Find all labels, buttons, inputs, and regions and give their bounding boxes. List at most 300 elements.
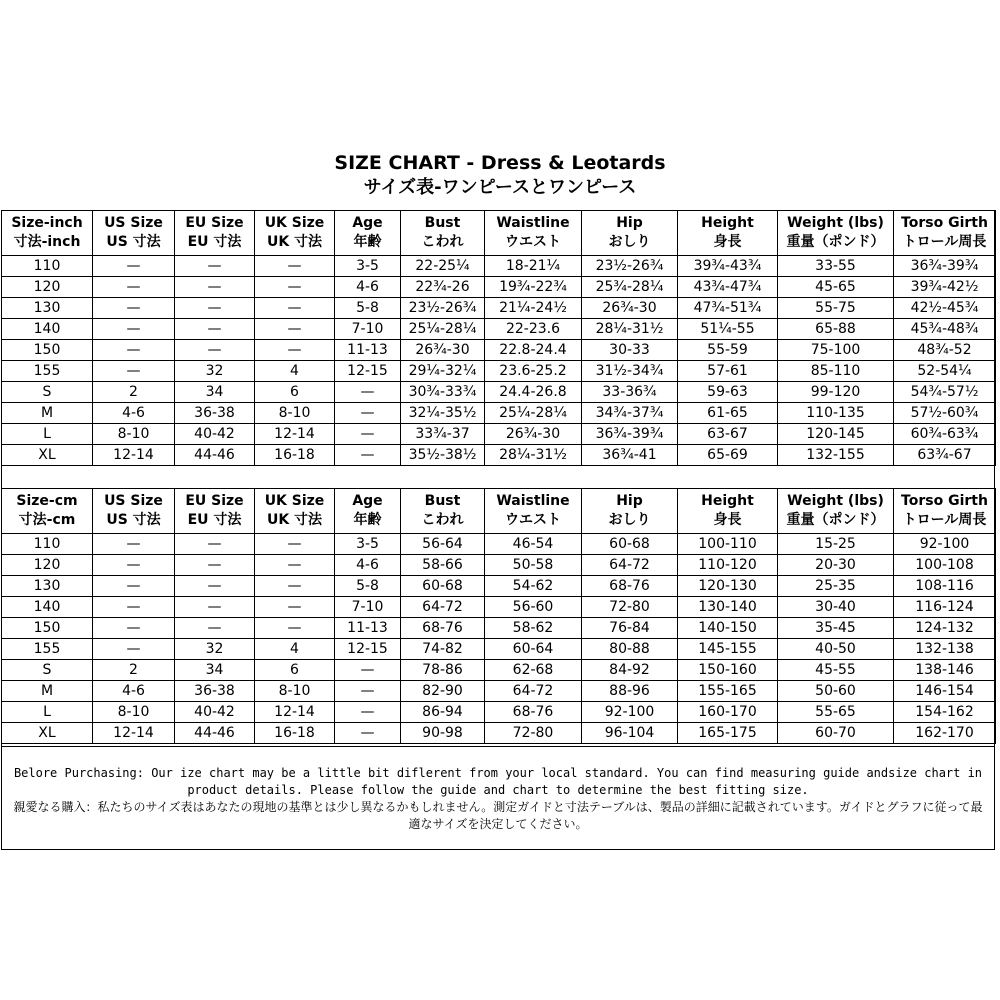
table-cell: 6 bbox=[255, 660, 335, 681]
column-header-label-japanese: こわれ bbox=[421, 512, 464, 528]
table-cell: 145-155 bbox=[678, 639, 778, 660]
chart-title-block bbox=[0, 151, 1000, 201]
column-header-label-japanese: 重量（ポンド） bbox=[786, 512, 885, 528]
table-cell: 44-46 bbox=[175, 723, 255, 744]
table-cell: — bbox=[335, 660, 401, 681]
table-cell: 8-10 bbox=[93, 424, 175, 445]
table-cell: 28¼-31½ bbox=[485, 445, 582, 466]
table-cell: 58-62 bbox=[485, 618, 582, 639]
column-header-label-japanese: 年齢 bbox=[353, 234, 382, 250]
table-cell: 150-160 bbox=[678, 660, 778, 681]
table-cell: 44-46 bbox=[175, 445, 255, 466]
table-cell: 4-6 bbox=[335, 277, 401, 298]
table-cell: — bbox=[175, 277, 255, 298]
table-cell: 55-65 bbox=[778, 702, 894, 723]
table-cell: — bbox=[93, 319, 175, 340]
column-header-label-japanese: 年齢 bbox=[353, 512, 382, 528]
table-cell: 25¼-28¼ bbox=[401, 319, 485, 340]
table-cell: 32 bbox=[175, 361, 255, 382]
column-header bbox=[2, 211, 93, 256]
table-cell: 33¾-37 bbox=[401, 424, 485, 445]
table-cell: 47¾-51¾ bbox=[678, 298, 778, 319]
table-cell: 12-14 bbox=[93, 723, 175, 744]
table-cell: 57½-60¾ bbox=[894, 403, 996, 424]
table-cell: 64-72 bbox=[401, 597, 485, 618]
table-cell: — bbox=[255, 340, 335, 361]
table-cell: 68-76 bbox=[401, 618, 485, 639]
table-cell: 25-35 bbox=[778, 576, 894, 597]
table-cell: 90-98 bbox=[401, 723, 485, 744]
column-header-label: Size-inch bbox=[11, 215, 83, 231]
table-cell: 140 bbox=[2, 319, 93, 340]
table-cell: 140 bbox=[2, 597, 93, 618]
column-header-label-japanese: UK 寸法 bbox=[266, 234, 323, 250]
table-cell: 56-64 bbox=[401, 534, 485, 555]
column-header-label-japanese: 身長 bbox=[713, 512, 742, 528]
column-header bbox=[255, 211, 335, 256]
table-cell: — bbox=[93, 298, 175, 319]
table-cell: 34 bbox=[175, 660, 255, 681]
table-cell: — bbox=[255, 277, 335, 298]
table-row bbox=[2, 534, 996, 555]
table-cell: 8-10 bbox=[255, 681, 335, 702]
table-cell: 6 bbox=[255, 382, 335, 403]
column-header-label-japanese: UK 寸法 bbox=[266, 512, 323, 528]
column-header bbox=[401, 211, 485, 256]
table-cell: 11-13 bbox=[335, 618, 401, 639]
column-header-label: EU Size bbox=[185, 215, 244, 231]
table-cell: 84-92 bbox=[582, 660, 678, 681]
table-cell: 12-14 bbox=[255, 424, 335, 445]
table-cell: 33-36¾ bbox=[582, 382, 678, 403]
table-cell: 99-120 bbox=[778, 382, 894, 403]
column-header bbox=[894, 489, 996, 534]
column-header-label-japanese: ウエスト bbox=[505, 512, 561, 528]
table-cell: 75-100 bbox=[778, 340, 894, 361]
table-cell: 40-42 bbox=[175, 702, 255, 723]
table-cell: S bbox=[2, 660, 93, 681]
table-row bbox=[2, 319, 996, 340]
table-cell: 19¾-22¾ bbox=[485, 277, 582, 298]
table-cell: 110-135 bbox=[778, 403, 894, 424]
table-cell: — bbox=[175, 340, 255, 361]
table-cell: 120 bbox=[2, 277, 93, 298]
purchase-note-english: Belore Purchasing: Our ize chart may be a little bit diflerent from your local standard. You can find measuring guide andsize chart in product details. Please follow the guide and chart to determine the best fitting size. bbox=[13, 766, 983, 797]
table-cell: 36¾-39¾ bbox=[894, 256, 996, 277]
table-cell: 110 bbox=[2, 256, 93, 277]
table-cell: 96-104 bbox=[582, 723, 678, 744]
table-cell: 130 bbox=[2, 576, 93, 597]
table-row bbox=[2, 660, 996, 681]
table-cell: 50-60 bbox=[778, 681, 894, 702]
table-cell: — bbox=[175, 618, 255, 639]
table-row bbox=[2, 576, 996, 597]
table-cell: L bbox=[2, 702, 93, 723]
table-cell: 32 bbox=[175, 639, 255, 660]
column-header bbox=[485, 489, 582, 534]
table-cell: — bbox=[93, 555, 175, 576]
table-cell: — bbox=[255, 576, 335, 597]
table-cell: — bbox=[175, 534, 255, 555]
table-cell: 146-154 bbox=[894, 681, 996, 702]
table-cell: 25¾-28¼ bbox=[582, 277, 678, 298]
table-row bbox=[2, 361, 996, 382]
table-cell: 22.8-24.4 bbox=[485, 340, 582, 361]
chart-title-japanese: サイズ表-ワンピースとワンピース bbox=[363, 177, 637, 198]
table-row bbox=[2, 403, 996, 424]
table-cell: — bbox=[93, 639, 175, 660]
table-row bbox=[2, 618, 996, 639]
column-header-label-japanese: 寸法-inch bbox=[13, 234, 81, 250]
table-header-row bbox=[2, 489, 996, 534]
table-cell: 140-150 bbox=[678, 618, 778, 639]
table-cell: 80-88 bbox=[582, 639, 678, 660]
table-cell: 30¾-33¾ bbox=[401, 382, 485, 403]
table-cell: — bbox=[93, 277, 175, 298]
table-cell: — bbox=[93, 361, 175, 382]
table-cell: 63-67 bbox=[678, 424, 778, 445]
column-header-label: Height bbox=[701, 493, 754, 509]
table-cell: 92-100 bbox=[894, 534, 996, 555]
table-cell: 26¾-30 bbox=[582, 298, 678, 319]
table-cell: 33-55 bbox=[778, 256, 894, 277]
table-cell: M bbox=[2, 681, 93, 702]
table-cell: 155 bbox=[2, 639, 93, 660]
purchase-note-japanese: 親愛なる購入：私たちのサイズ表はあなたの現地の基準とは少し異なるかもしれません。測定ガイドと寸法テーブルは、製品の詳細に記載されています。ガイドとグラフに従って最適なサイズを決定してください。 bbox=[13, 800, 983, 831]
table-cell: 2 bbox=[93, 382, 175, 403]
table-row bbox=[2, 424, 996, 445]
table-cell: — bbox=[93, 340, 175, 361]
table-row bbox=[2, 723, 996, 744]
table-cell: 88-96 bbox=[582, 681, 678, 702]
column-header bbox=[175, 211, 255, 256]
table-cell: 30-40 bbox=[778, 597, 894, 618]
table-cell: 36¾-39¾ bbox=[582, 424, 678, 445]
table-cell: 39¾-42½ bbox=[894, 277, 996, 298]
table-cell: 160-170 bbox=[678, 702, 778, 723]
column-header-label-japanese: 寸法-cm bbox=[18, 512, 76, 528]
table-cell: 150 bbox=[2, 340, 93, 361]
table-cell: — bbox=[335, 403, 401, 424]
table-cell: 60-68 bbox=[582, 534, 678, 555]
table-cell: 62-68 bbox=[485, 660, 582, 681]
table-cell: 4 bbox=[255, 361, 335, 382]
table-cell: 65-88 bbox=[778, 319, 894, 340]
table-cell: 51¼-55 bbox=[678, 319, 778, 340]
table-cell: 39¾-43¾ bbox=[678, 256, 778, 277]
table-cell: 32¼-35½ bbox=[401, 403, 485, 424]
table-cell: 16-18 bbox=[255, 723, 335, 744]
column-header-label: Bust bbox=[424, 215, 461, 231]
column-header-label-japanese: ウエスト bbox=[505, 234, 561, 250]
table-cell: — bbox=[175, 597, 255, 618]
column-header-label-japanese: US 寸法 bbox=[106, 512, 161, 528]
table-cell: 4-6 bbox=[93, 681, 175, 702]
column-header bbox=[485, 211, 582, 256]
column-header bbox=[678, 489, 778, 534]
column-header bbox=[582, 489, 678, 534]
table-cell: 7-10 bbox=[335, 597, 401, 618]
table-cell: 48¾-52 bbox=[894, 340, 996, 361]
table-cell: 52-54¼ bbox=[894, 361, 996, 382]
table-cell: 92-100 bbox=[582, 702, 678, 723]
table-cell: 110 bbox=[2, 534, 93, 555]
table-cell: 36¾-41 bbox=[582, 445, 678, 466]
column-header-label: US Size bbox=[104, 215, 163, 231]
table-cell: 40-42 bbox=[175, 424, 255, 445]
column-header bbox=[175, 489, 255, 534]
table-cell: 72-80 bbox=[582, 597, 678, 618]
table-cell: 20-30 bbox=[778, 555, 894, 576]
table-cell: 23½-26¾ bbox=[582, 256, 678, 277]
table-cell: 23½-26¾ bbox=[401, 298, 485, 319]
table-cell: 108-116 bbox=[894, 576, 996, 597]
column-header-label: Age bbox=[352, 493, 383, 509]
table-cell: 3-5 bbox=[335, 256, 401, 277]
table-cell: 29¼-32¼ bbox=[401, 361, 485, 382]
table-cell: 130 bbox=[2, 298, 93, 319]
table-cell: 43¾-47¾ bbox=[678, 277, 778, 298]
table-cell: 68-76 bbox=[582, 576, 678, 597]
column-header-label: Hip bbox=[616, 215, 643, 231]
table-cell: 5-8 bbox=[335, 298, 401, 319]
table-cell: 120-145 bbox=[778, 424, 894, 445]
table-cell: 63¾-67 bbox=[894, 445, 996, 466]
table-cell: 4-6 bbox=[335, 555, 401, 576]
column-header-label-japanese: おしり bbox=[608, 234, 651, 250]
table-cell: — bbox=[255, 618, 335, 639]
table-cell: 50-58 bbox=[485, 555, 582, 576]
table-cell: — bbox=[335, 424, 401, 445]
table-cell: 155 bbox=[2, 361, 93, 382]
table-cell: — bbox=[93, 597, 175, 618]
table-cell: 31½-34¾ bbox=[582, 361, 678, 382]
column-header-label: UK Size bbox=[264, 215, 325, 231]
table-cell: 55-59 bbox=[678, 340, 778, 361]
table-cell: 68-76 bbox=[485, 702, 582, 723]
table-cell: 100-110 bbox=[678, 534, 778, 555]
table-cell: 26¾-30 bbox=[485, 424, 582, 445]
table-cell: 45¾-48¾ bbox=[894, 319, 996, 340]
table-cell: 8-10 bbox=[93, 702, 175, 723]
column-header-label-japanese: こわれ bbox=[421, 234, 464, 250]
table-cell: 100-108 bbox=[894, 555, 996, 576]
table-cell: 12-15 bbox=[335, 639, 401, 660]
table-cell: 86-94 bbox=[401, 702, 485, 723]
column-header-label: EU Size bbox=[185, 493, 244, 509]
table-cell: 54¾-57½ bbox=[894, 382, 996, 403]
table-header-row bbox=[2, 211, 996, 256]
table-row bbox=[2, 277, 996, 298]
table-cell: — bbox=[335, 681, 401, 702]
column-header-label-japanese: 重量（ポンド） bbox=[786, 234, 885, 250]
column-header bbox=[2, 489, 93, 534]
inch-size-table bbox=[1, 210, 996, 466]
table-cell: — bbox=[335, 723, 401, 744]
table-cell: 35-45 bbox=[778, 618, 894, 639]
column-header bbox=[255, 489, 335, 534]
column-header bbox=[335, 211, 401, 256]
column-header-label: Torso Girth bbox=[901, 215, 988, 231]
table-row bbox=[2, 256, 996, 277]
cm-size-table bbox=[1, 488, 996, 744]
column-header-label-japanese: US 寸法 bbox=[106, 234, 161, 250]
table-cell: 85-110 bbox=[778, 361, 894, 382]
table-cell: 60-70 bbox=[778, 723, 894, 744]
table-cell: 116-124 bbox=[894, 597, 996, 618]
table-cell: 4 bbox=[255, 639, 335, 660]
column-header-label: Height bbox=[701, 215, 754, 231]
table-cell: 22-25¼ bbox=[401, 256, 485, 277]
table-cell: 138-146 bbox=[894, 660, 996, 681]
table-cell: 120 bbox=[2, 555, 93, 576]
table-cell: 59-63 bbox=[678, 382, 778, 403]
table-cell: 18-21¼ bbox=[485, 256, 582, 277]
column-header bbox=[93, 489, 175, 534]
table-cell: 12-14 bbox=[93, 445, 175, 466]
table-row bbox=[2, 639, 996, 660]
table-cell: 36-38 bbox=[175, 681, 255, 702]
table-cell: — bbox=[335, 445, 401, 466]
table-cell: 45-65 bbox=[778, 277, 894, 298]
table-cell: — bbox=[175, 555, 255, 576]
table-row bbox=[2, 702, 996, 723]
table-cell: — bbox=[255, 298, 335, 319]
table-cell: 8-10 bbox=[255, 403, 335, 424]
table-cell: L bbox=[2, 424, 93, 445]
table-cell: 154-162 bbox=[894, 702, 996, 723]
column-header-label: Weight (lbs) bbox=[787, 493, 884, 509]
table-cell: 54-62 bbox=[485, 576, 582, 597]
table-cell: 78-86 bbox=[401, 660, 485, 681]
column-header-label-japanese: EU 寸法 bbox=[187, 512, 242, 528]
table-cell: 40-50 bbox=[778, 639, 894, 660]
table-cell: 64-72 bbox=[485, 681, 582, 702]
table-cell: 42½-45¾ bbox=[894, 298, 996, 319]
table-cell: — bbox=[175, 298, 255, 319]
table-cell: 23.6-25.2 bbox=[485, 361, 582, 382]
table-cell: — bbox=[255, 319, 335, 340]
table-cell: 46-54 bbox=[485, 534, 582, 555]
table-cell: 12-15 bbox=[335, 361, 401, 382]
table-cell: 155-165 bbox=[678, 681, 778, 702]
table-cell: — bbox=[175, 256, 255, 277]
table-cell: — bbox=[93, 534, 175, 555]
column-header-label: Torso Girth bbox=[901, 493, 988, 509]
column-header-label-japanese: トロール周長 bbox=[902, 512, 987, 528]
table-cell: 34 bbox=[175, 382, 255, 403]
column-header-label: Waistline bbox=[496, 215, 570, 231]
column-header-label-japanese: EU 寸法 bbox=[187, 234, 242, 250]
table-cell: 74-82 bbox=[401, 639, 485, 660]
table-cell: 45-55 bbox=[778, 660, 894, 681]
table-cell: 16-18 bbox=[255, 445, 335, 466]
table-cell: 57-61 bbox=[678, 361, 778, 382]
table-cell: 21¼-24½ bbox=[485, 298, 582, 319]
table-cell: 58-66 bbox=[401, 555, 485, 576]
table-cell: — bbox=[255, 256, 335, 277]
table-cell: — bbox=[255, 555, 335, 576]
table-cell: XL bbox=[2, 723, 93, 744]
table-cell: 60-68 bbox=[401, 576, 485, 597]
column-header-label: Hip bbox=[616, 493, 643, 509]
table-cell: 56-60 bbox=[485, 597, 582, 618]
table-cell: 60-64 bbox=[485, 639, 582, 660]
purchase-note bbox=[1, 746, 995, 850]
table-cell: 3-5 bbox=[335, 534, 401, 555]
column-header-label: Bust bbox=[424, 493, 461, 509]
table-cell: — bbox=[255, 534, 335, 555]
table-cell: XL bbox=[2, 445, 93, 466]
table-cell: 64-72 bbox=[582, 555, 678, 576]
table-cell: 120-130 bbox=[678, 576, 778, 597]
table-cell: 5-8 bbox=[335, 576, 401, 597]
table-cell: 22-23.6 bbox=[485, 319, 582, 340]
column-header bbox=[582, 211, 678, 256]
table-cell: 124-132 bbox=[894, 618, 996, 639]
table-cell: 130-140 bbox=[678, 597, 778, 618]
table-cell: — bbox=[93, 256, 175, 277]
column-header-label: UK Size bbox=[264, 493, 325, 509]
table-row bbox=[2, 340, 996, 361]
table-cell: 132-138 bbox=[894, 639, 996, 660]
column-header-label: Waistline bbox=[496, 493, 570, 509]
table-row bbox=[2, 597, 996, 618]
table-cell: 65-69 bbox=[678, 445, 778, 466]
table-cell: 26¾-30 bbox=[401, 340, 485, 361]
table-cell: 55-75 bbox=[778, 298, 894, 319]
table-cell: 28¼-31½ bbox=[582, 319, 678, 340]
table-cell: — bbox=[335, 702, 401, 723]
table-cell: — bbox=[93, 618, 175, 639]
table-cell: 25¼-28¼ bbox=[485, 403, 582, 424]
column-header-label-japanese: おしり bbox=[608, 512, 651, 528]
table-cell: — bbox=[93, 576, 175, 597]
table-cell: 24.4-26.8 bbox=[485, 382, 582, 403]
column-header bbox=[678, 211, 778, 256]
column-header bbox=[894, 211, 996, 256]
table-cell: 72-80 bbox=[485, 723, 582, 744]
table-cell: 162-170 bbox=[894, 723, 996, 744]
table-row bbox=[2, 382, 996, 403]
column-header bbox=[335, 489, 401, 534]
column-header-label: Size-cm bbox=[16, 493, 78, 509]
column-header bbox=[93, 211, 175, 256]
column-header bbox=[778, 489, 894, 534]
column-header-label: US Size bbox=[104, 493, 163, 509]
table-cell: 36-38 bbox=[175, 403, 255, 424]
table-cell: 22¾-26 bbox=[401, 277, 485, 298]
chart-title: SIZE CHART - Dress & Leotards bbox=[334, 152, 666, 174]
table-cell: — bbox=[175, 319, 255, 340]
table-cell: 30-33 bbox=[582, 340, 678, 361]
table-cell: 2 bbox=[93, 660, 175, 681]
table-cell: 12-14 bbox=[255, 702, 335, 723]
table-cell: — bbox=[255, 597, 335, 618]
table-cell: 60¾-63¾ bbox=[894, 424, 996, 445]
table-row bbox=[2, 555, 996, 576]
table-cell: 132-155 bbox=[778, 445, 894, 466]
column-header-label-japanese: 身長 bbox=[713, 234, 742, 250]
column-header-label: Weight (lbs) bbox=[787, 215, 884, 231]
column-header bbox=[778, 211, 894, 256]
table-cell: — bbox=[335, 382, 401, 403]
table-row bbox=[2, 445, 996, 466]
table-cell: 150 bbox=[2, 618, 93, 639]
table-cell: 34¾-37¾ bbox=[582, 403, 678, 424]
table-cell: S bbox=[2, 382, 93, 403]
column-header bbox=[401, 489, 485, 534]
